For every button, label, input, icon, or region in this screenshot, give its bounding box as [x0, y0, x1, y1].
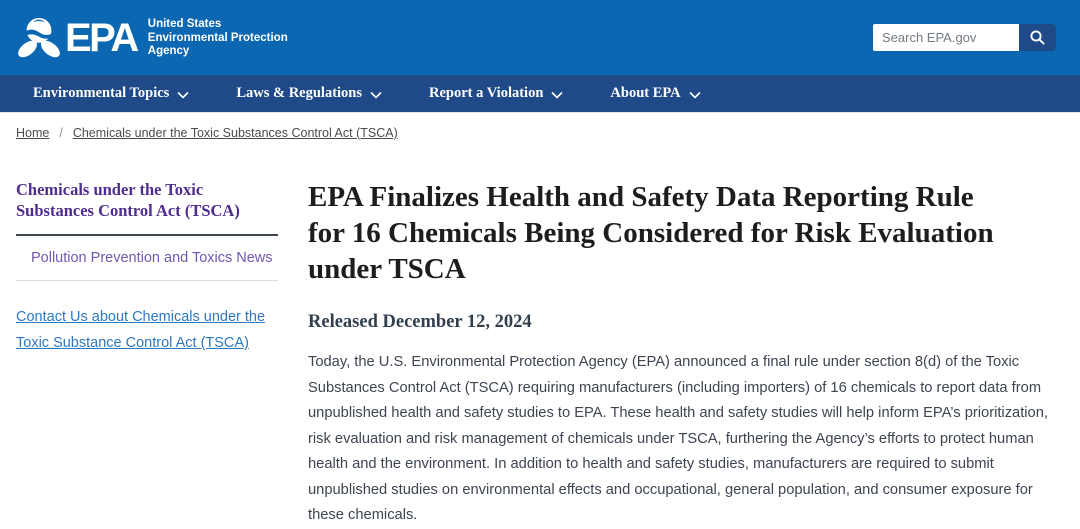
sidebar — [16, 179, 278, 356]
sidebar-divider-light — [16, 280, 278, 281]
epa-wordmark: EPA — [65, 15, 137, 60]
nav-item-label: About EPA — [610, 85, 681, 101]
breadcrumb-home[interactable]: Home — [16, 126, 50, 140]
article-body: Today, the U.S. Environmental Protection Agency (EPA) announced a final rule under section 8(d) of the Toxic Substances Control Act (TSCA) requiring manufacturers (including importers) of 16 chemicals to report data from unpublished health and safety studies to EPA. These health and safety studies will help inform EPA’s prioritization, risk evaluation and risk management of chemicals under TSCA, furthering the Agency’s efforts to protect human health and the environment. In addition to health and safety studies, manufacturers are required to submit unpublished studies on environmental effects and occupational, general population, and consumer exposure for these chemicals. — [308, 354, 1048, 523]
epa-flower-icon — [16, 17, 62, 59]
site-header — [0, 0, 1080, 75]
nav-item-label: Laws & Regulations — [236, 85, 363, 101]
search-icon — [1029, 29, 1046, 46]
article — [308, 179, 1060, 529]
breadcrumb-current[interactable]: Chemicals under the Toxic Substances Control Act (TSCA) — [72, 126, 398, 140]
nav-item-about-epa[interactable] — [610, 85, 700, 102]
release-date: Released December 12, 2024 — [308, 312, 532, 332]
nav-item-report-a-violation[interactable] — [429, 85, 563, 102]
nav-item-environmental-topics[interactable] — [33, 85, 189, 102]
search-input[interactable] — [873, 24, 1019, 51]
chevron-down-icon — [370, 91, 382, 99]
search-button[interactable] — [1019, 24, 1056, 51]
chevron-down-icon — [551, 91, 563, 99]
sidebar-item-pollution-prevention-news[interactable]: Pollution Prevention and Toxics News — [31, 250, 273, 266]
chevron-down-icon — [689, 91, 701, 99]
nav-item-label: Report a Violation — [429, 85, 544, 101]
agency-line: Agency — [147, 45, 190, 58]
content-area — [0, 140, 1080, 529]
breadcrumb — [0, 113, 1080, 140]
site-search — [873, 24, 1056, 51]
sidebar-title: Chemicals under the Toxic Substances Control Act (TSCA) — [16, 180, 240, 220]
epa-logo[interactable] — [16, 16, 288, 59]
sidebar-divider-dark — [16, 234, 278, 236]
agency-name — [148, 18, 288, 59]
chevron-down-icon — [177, 91, 189, 99]
agency-line: United States — [147, 18, 222, 31]
primary-nav — [0, 75, 1080, 113]
breadcrumb-separator: / — [59, 126, 63, 140]
agency-line: Environmental Protection — [147, 31, 288, 44]
nav-item-label: Environmental Topics — [33, 85, 170, 101]
sidebar-contact-link[interactable]: Contact Us about Chemicals under the Toxic Substance Control Act (TSCA) — [16, 309, 266, 351]
page-title: EPA Finalizes Health and Safety Data Reporting Rule for 16 Chemicals Being Considered for Risk Evaluation under TSCA — [308, 181, 994, 285]
nav-item-laws-regulations[interactable] — [236, 85, 382, 102]
